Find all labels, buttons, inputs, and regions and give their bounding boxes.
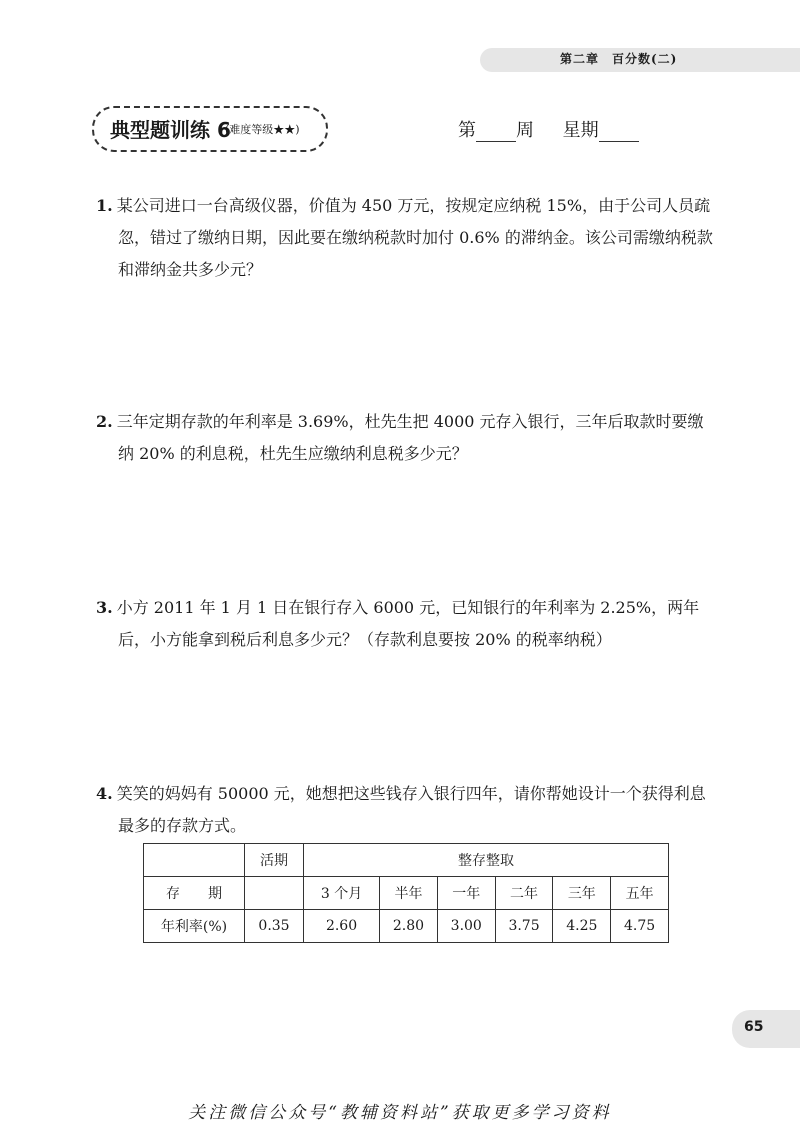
table-cell: 0.35 — [245, 910, 304, 943]
table-cell: 3.00 — [437, 910, 495, 943]
question-3: 3. 小方 2011 年 1 月 1 日在银行存入 6000 元，已知银行的年利率为 2.25%，两年后，小方能拿到税后利息多少元？（存款利息要按 20% 的税率纳税） — [96, 598, 700, 649]
question-1: 1. 某公司进口一台高级仪器，价值为 450 万元，按规定应纳税 15%，由于公司人员疏忽，错过了缴纳日期，因此要在缴纳税款时加付 0.6% 的滞纳金。该公司需缴纳税款和滞纳金共多少元？ — [96, 196, 713, 279]
table-row — [144, 877, 669, 910]
week-label: 第 — [458, 120, 476, 141]
table-head-current: 活期 — [245, 844, 304, 877]
day-label: 星期 — [562, 120, 599, 141]
page-number: 65 — [744, 1019, 764, 1035]
table-cell: 半年 — [380, 877, 438, 910]
difficulty-label: (难度等级★★) — [225, 123, 300, 136]
table-row-label: 年利率(%) — [144, 910, 245, 943]
table-head-fixed: 整存整取 — [304, 844, 669, 877]
week-day-line — [458, 116, 639, 142]
table-row-label: 存 期 — [144, 877, 245, 910]
table-cell: 2.60 — [304, 910, 380, 943]
chapter-header: 第二章 百分数(二) — [560, 52, 678, 66]
interest-rate-table — [143, 843, 669, 943]
question-text: 笑笑的妈妈有 50000 元，她想把这些钱存入银行四年，请你帮她设计一个获得利息最多的存款方式。 — [116, 784, 706, 835]
footer-note: 关注微信公众号“教辅资料站”获取更多学习资料 — [188, 1103, 612, 1123]
question-4: 4. 笑笑的妈妈有 50000 元，她想把这些钱存入银行四年，请你帮她设计一个获得利息最多的存款方式。 — [96, 784, 706, 835]
table-cell: 二年 — [495, 877, 553, 910]
question-text: 某公司进口一台高级仪器，价值为 450 万元，按规定应纳税 15%，由于公司人员疏忽，错过了缴纳日期，因此要在缴纳税款时加付 0.6% 的滞纳金。该公司需缴纳税款和滞纳金共多少元？ — [116, 196, 713, 279]
table-cell: 3 个月 — [304, 877, 380, 910]
table-cell: 4.75 — [611, 910, 669, 943]
week-blank — [476, 123, 516, 142]
table-cell: 3.75 — [495, 910, 553, 943]
page-tab — [732, 1010, 800, 1048]
question-text: 小方 2011 年 1 月 1 日在银行存入 6000 元，已知银行的年利率为 2.25%，两年后，小方能拿到税后利息多少元？（存款利息要按 20% 的税率纳税） — [116, 598, 700, 649]
table-cell: 一年 — [437, 877, 495, 910]
section-title: 典型题训练 6 — [110, 118, 231, 142]
day-blank — [599, 123, 639, 142]
table-cell: 2.80 — [380, 910, 438, 943]
table-cell-empty — [144, 844, 245, 877]
question-2: 2. 三年定期存款的年利率是 3.69%，杜先生把 4000 元存入银行，三年后取款时要缴纳 20% 的利息税，杜先生应缴纳利息税多少元？ — [96, 412, 704, 463]
week-suffix: 周 — [516, 120, 534, 141]
table-row — [144, 910, 669, 943]
table-cell: 4.25 — [553, 910, 611, 943]
table-cell: 三年 — [553, 877, 611, 910]
table-cell: 五年 — [611, 877, 669, 910]
question-text: 三年定期存款的年利率是 3.69%，杜先生把 4000 元存入银行，三年后取款时要缴纳 20% 的利息税，杜先生应缴纳利息税多少元？ — [116, 412, 704, 463]
table-cell-empty — [245, 877, 304, 910]
table-row — [144, 844, 669, 877]
